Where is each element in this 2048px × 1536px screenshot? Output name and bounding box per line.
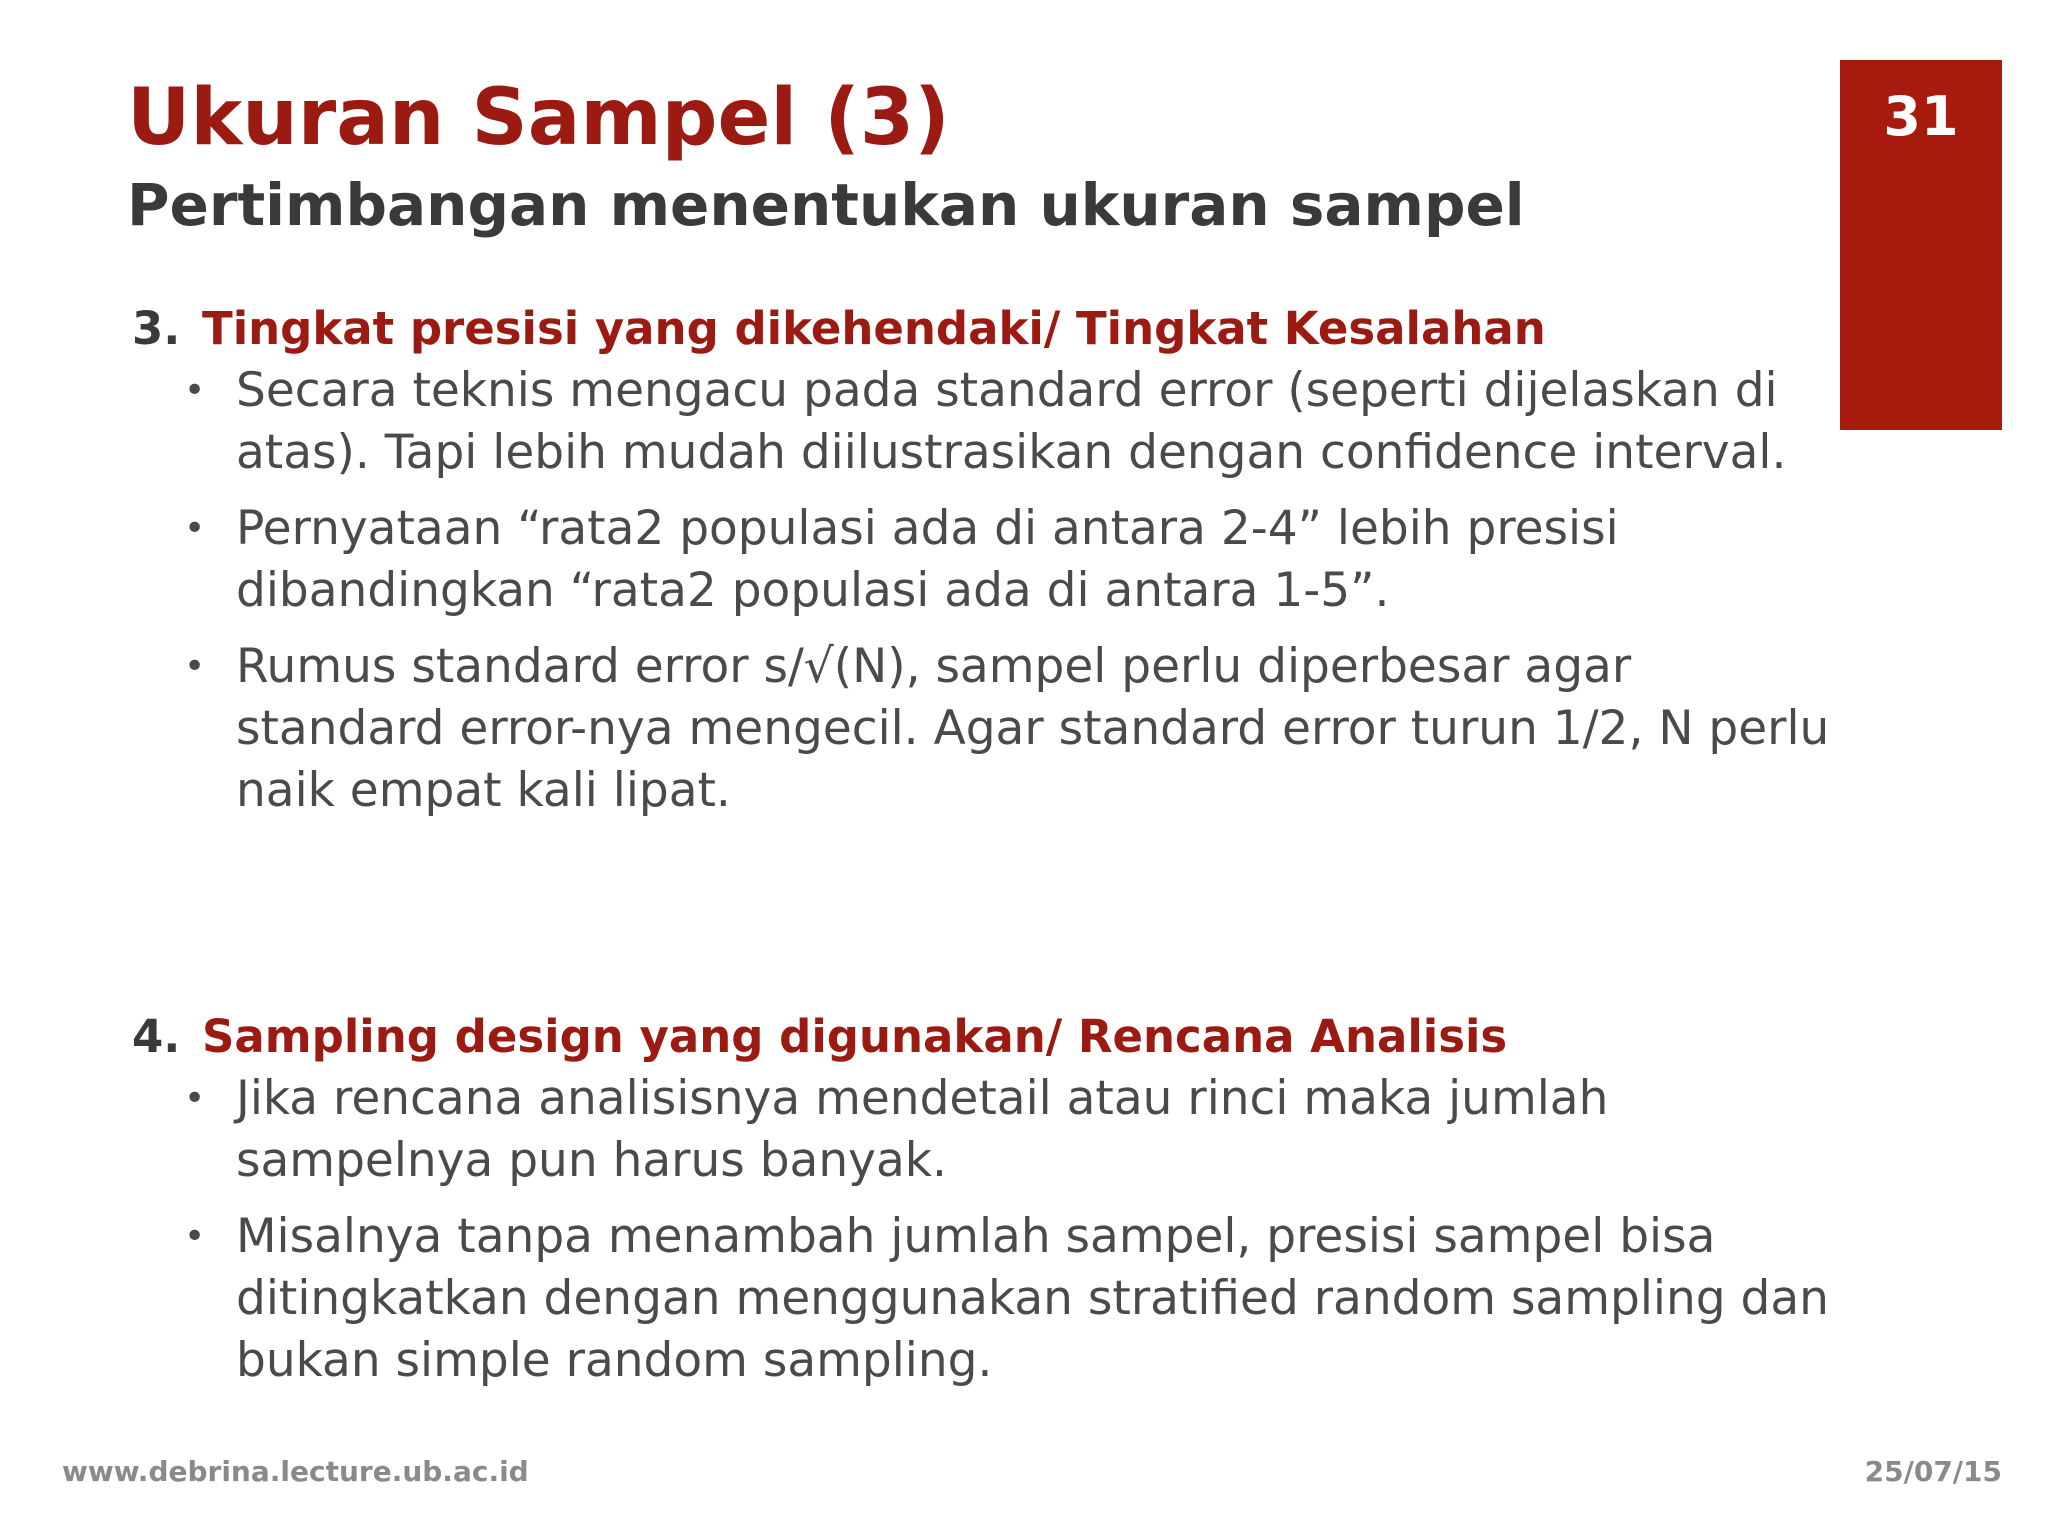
section-title: Sampling design yang digunakan/ Rencana Analisis [202,1010,1508,1063]
bullet-icon: • [184,1078,206,1119]
section-number: 3. [132,302,181,355]
bullet-text: Jika rencana analisisnya mendetail atau rinci maka jumlah sampelnya pun harus banyak. [236,1071,1609,1188]
section-sampling-design [132,1010,1832,1392]
page-number-badge [1840,60,2002,430]
bullet-list [132,1068,1832,1392]
list-item [132,1068,1832,1192]
bullet-text: Misalnya tanpa menambah jumlah sampel, presisi sampel bisa ditingkatkan dengan menggunakan stratified random sampling dan bukan simple random sampling. [236,1209,1829,1388]
bullet-text: Pernyataan “rata2 populasi ada di antara 2-4” lebih presisi dibandingkan “rata2 populasi ada di antara 1-5”. [236,501,1619,618]
bullet-text: Rumus standard error s/√(N), sampel perlu diperbesar agar standard error-nya mengecil. Agar standard error turun 1/2, N perlu naik empat kali lipat. [236,639,1830,818]
slide-subtitle: Pertimbangan menentukan ukuran sampel [127,171,1525,239]
bullet-icon: • [184,370,206,411]
bullet-icon: • [184,1216,206,1257]
footer-date: 25/07/15 [1864,1455,2002,1488]
slide-title: Ukuran Sampel (3) [127,73,950,163]
list-item [132,636,1832,822]
page-number: 31 [1883,85,1959,148]
list-item [132,498,1832,622]
footer-website: www.debrina.lecture.ub.ac.id [62,1455,529,1488]
list-item [132,1206,1832,1392]
section-number: 4. [132,1010,181,1063]
bullet-text: Secara teknis mengacu pada standard error (seperti dijelaskan di atas). Tapi lebih mudah diilustrasikan dengan confidence interval. [236,363,1787,480]
section-heading [132,1010,1832,1064]
list-item [132,360,1832,484]
bullet-icon: • [184,646,206,687]
section-precision [132,302,1832,822]
section-heading [132,302,1832,356]
section-title: Tingkat presisi yang dikehendaki/ Tingkat Kesalahan [202,302,1546,355]
bullet-icon: • [184,508,206,549]
bullet-list [132,360,1832,822]
